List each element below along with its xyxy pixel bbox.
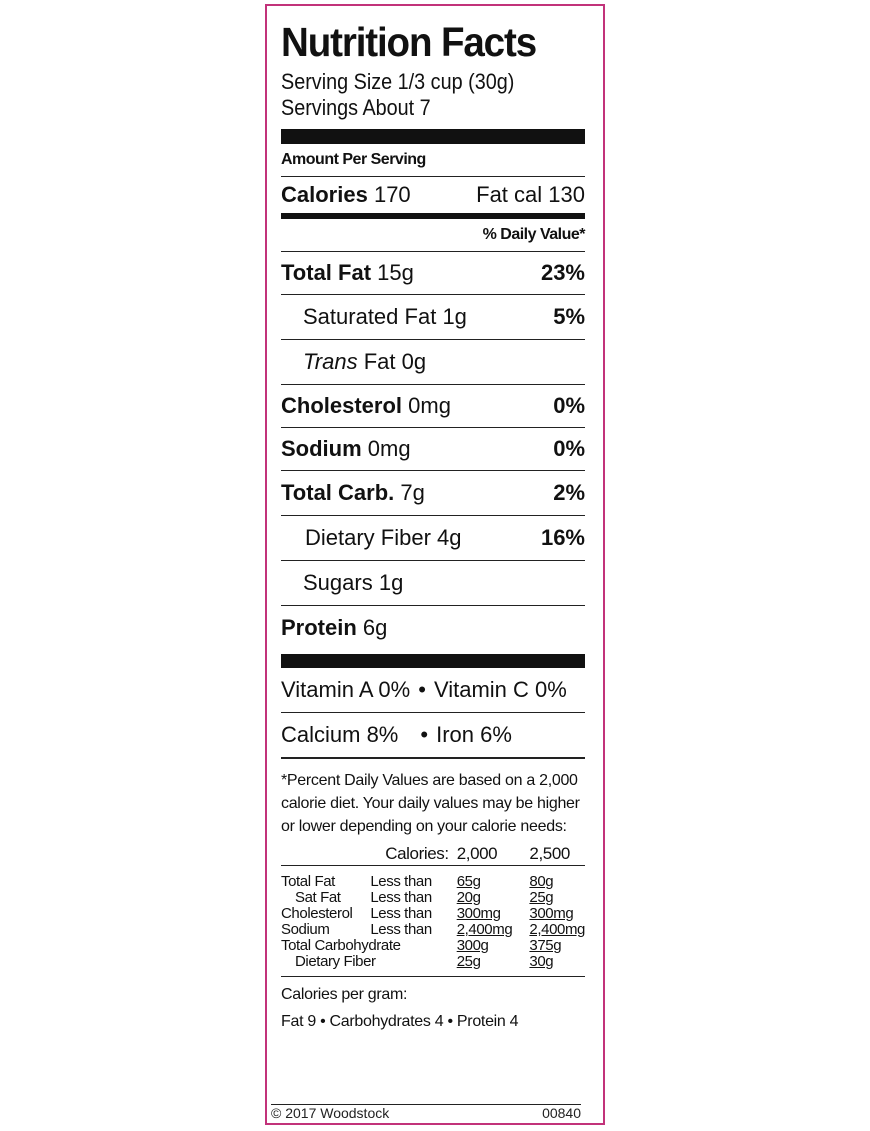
bullet-separator: • (418, 677, 426, 702)
dv-table-row: Total Carbohydrate 300g 375g (281, 937, 562, 954)
minerals-row (281, 713, 585, 757)
product-code: 00840 (542, 1105, 581, 1121)
copyright: © 2017 Woodstock (271, 1105, 390, 1121)
serving-size: Serving Size 1/3 cup (30g) (281, 69, 515, 94)
thick-divider (281, 129, 585, 144)
dv-table-row: Sodium Less than 2,400mg 2,400mg (281, 921, 585, 938)
nutrient-row-cholesterol: Cholesterol 0mg 0% (281, 393, 585, 418)
dv-table-header: Calories: 2,000 2,500 (281, 846, 585, 866)
iron: Iron 6% (436, 722, 512, 747)
dv-table-row: Dietary Fiber 25g 30g (295, 953, 554, 970)
dv-table-row: Sat Fat Less than 20g 25g (295, 889, 554, 906)
vitamins-row (281, 668, 585, 712)
vitamin-c: Vitamin C 0% (433, 677, 567, 702)
dv-table-row: Total Fat Less than 65g 80g (281, 873, 554, 890)
nutrient-row-total-fat: Total Fat 15g 23% (281, 260, 585, 285)
nutrient-row-saturated-fat: Saturated Fat 1g 5% (303, 304, 585, 329)
daily-value-table (281, 846, 585, 976)
calories-row (281, 177, 585, 213)
nutrient-row-sodium: Sodium 0mg 0% (281, 436, 585, 461)
servings-per-container: Servings About 7 (281, 95, 431, 120)
daily-value-header: % Daily Value* (482, 226, 585, 243)
label-content (281, 6, 585, 1033)
fat-cal-value: 130 (548, 182, 585, 207)
nutrient-row-protein: Protein 6g (281, 615, 388, 640)
daily-value-footnote: *Percent Daily Values are based on a 2,000 calorie diet. Your daily values may be higher or lower depending on your calorie needs: (281, 772, 580, 835)
fat-cal-label: Fat cal (476, 182, 543, 207)
vitamin-a: Vitamin A 0% (281, 677, 411, 702)
calories-per-gram: Calories per gram: (281, 986, 408, 1003)
bullet-separator: • (420, 722, 429, 747)
dv-table-row: Cholesterol Less than 300mg 300mg (281, 905, 574, 922)
nutrient-row-total-carb: Total Carb. 7g 2% (281, 480, 585, 505)
calcium: Calcium 8% (281, 722, 399, 747)
nutrient-row-trans-fat: Trans Fat 0g (303, 349, 427, 374)
label-title: Nutrition Facts (281, 19, 537, 65)
copyright-bar (271, 1104, 581, 1123)
nutrient-row-dietary-fiber: Dietary Fiber 4g 16% (305, 525, 585, 550)
amount-per-serving: Amount Per Serving (281, 151, 426, 168)
nutrient-row-sugars: Sugars 1g (303, 570, 404, 595)
calories-per-gram-detail: Fat 9 • Carbohydrates 4 • Protein 4 (281, 1013, 519, 1030)
nutrition-label (265, 4, 605, 1125)
calories-label: Calories (281, 182, 368, 207)
thick-divider-vitamins (281, 654, 585, 668)
calories-value: 170 (373, 182, 411, 207)
